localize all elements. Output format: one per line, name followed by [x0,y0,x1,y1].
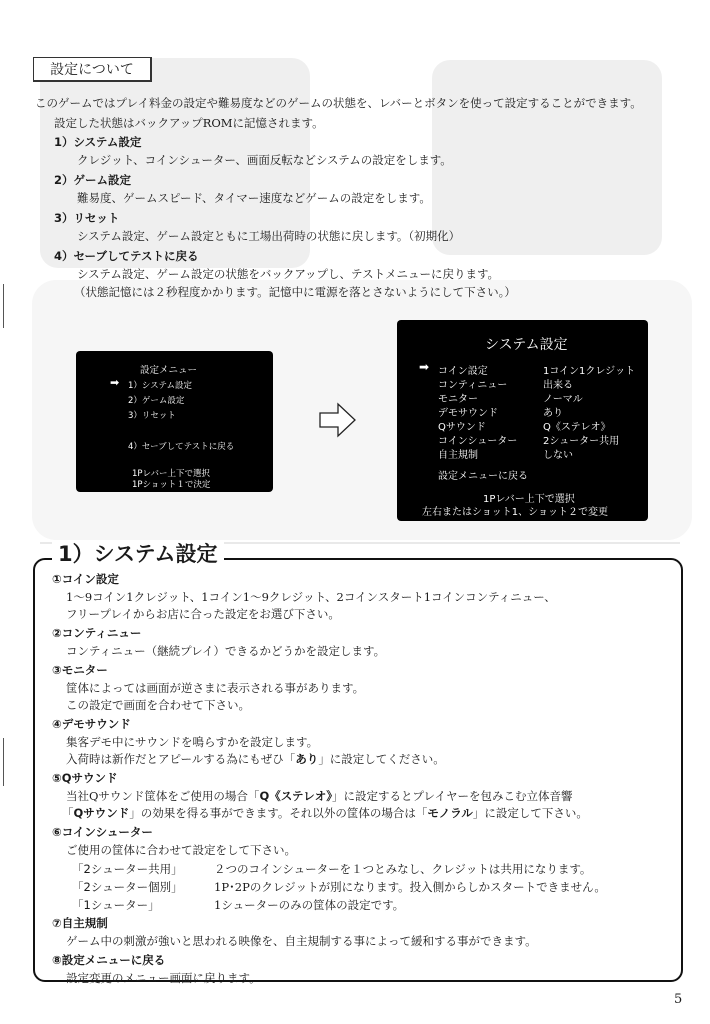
settings-menu-screen [76,351,273,492]
bleed-through-shape [432,60,662,255]
setting-text: 「Qサウンド」の効果を得る事ができます。それ以外の筐体の場合は「モノラル」に設定して下さい。 [62,806,588,820]
option-desc: 1P･2Pのクレジットが別になります。投入側からしかスタートできません。 [214,880,606,894]
screen-menu-item: 1）システム設定 [128,381,193,391]
setting-label: Qサウンド [438,422,486,433]
setting-text: 集客デモ中にサウンドを鳴らすかを設定します。 [66,735,319,749]
system-settings-screen [397,320,648,521]
menu-item-desc: クレジット、コインシューター、画面反転などシステムの設定をします。 [77,153,452,167]
setting-text: 当社Qサウンド筐体をご使用の場合「Q《ステレオ》」に設定するとプレイヤーを包みこむ立体音響 [66,789,573,803]
screen-menu-item: 4）セーブしてテストに戻る [128,442,235,452]
setting-heading: ①コイン設定 [52,572,119,586]
setting-label: コイン設定 [438,366,488,377]
section-title: 1）システム設定 [52,541,224,567]
intro-line: このゲームではプレイ料金の設定や難易度などのゲームの状態を、レバーとボタンを使って設定することができます。 [35,96,642,110]
screen-title: 設定メニュー [140,365,198,376]
option-name: 「2シューター共用」 [72,862,183,876]
setting-value: あり [543,408,563,419]
setting-text: 入荷時は新作だとアピールする為にもぜひ「あり」に設定してください。 [66,752,445,766]
menu-item-desc: （状態記憶には２秒程度かかります。記憶中に電源を落とさないようにして下さい。） [74,285,516,299]
menu-item-heading: 1）システム設定 [54,135,142,149]
setting-heading: ⑦自主規制 [52,916,108,930]
setting-value: 2シューター共用 [543,436,620,447]
page-title: 設定について [33,57,152,82]
screen-title: システム設定 [485,337,568,353]
setting-heading: ⑧設定メニューに戻る [52,953,166,967]
setting-text: ご使用の筐体に合わせて設定をして下さい。 [66,843,296,857]
setting-label: コインシューター [438,436,518,447]
option-name: 「2シューター個別」 [72,880,183,894]
screen-help: 1Pレバー上下で選択 [483,494,575,505]
back-to-menu-label: 設定メニューに戻る [438,471,528,482]
setting-label: デモサウンド [438,408,498,419]
setting-text: 1～9コイン1クレジット、1コイン1～9クレジット、2コインスタート1コインコンティニュー、 [66,590,556,604]
setting-heading: ②コンティニュー [52,626,142,640]
setting-value: しない [543,450,573,461]
option-desc: ２つのコインシューターを１つとみなし、クレジットは共用になります。 [214,862,592,876]
screen-help: 1Pレバー上下で選択 [132,469,210,479]
option-desc: 1シューターのみの筐体の設定です。 [214,898,405,912]
setting-text: フリープレイからお店に合った設定をお選び下さい。 [66,607,340,621]
setting-value: Q《ステレオ》 [543,422,611,433]
setting-text: この設定で画面を合わせて下さい。 [66,698,250,712]
screen-menu-item: 2）ゲーム設定 [128,396,185,406]
setting-heading: ③モニター [52,663,108,677]
right-arrow-icon [318,401,358,439]
page-number: 5 [674,992,683,1007]
screen-menu-item: 3）リセット [128,411,176,421]
cursor-arrow-icon: ➡ [419,360,430,374]
menu-item-desc: 難易度、ゲームスピード、タイマー速度などゲームの設定をします。 [77,191,431,205]
setting-heading: ⑥コインシューター [52,825,153,839]
option-name: 「1シューター」 [72,898,160,912]
setting-label: 自主規制 [438,450,478,461]
setting-text: コンティニュー（継続プレイ）できるかどうかを設定します。 [66,644,386,658]
setting-value: 1コイン1クレジット [543,366,636,377]
screen-help: 1Pショット１で決定 [132,480,211,490]
setting-value: 出来る [543,380,573,391]
menu-item-desc: システム設定、ゲーム設定の状態をバックアップし、テストメニューに戻ります。 [77,267,500,281]
setting-text: 筐体によっては画面が逆さまに表示される事があります。 [66,681,365,695]
setting-value: ノーマル [543,394,583,405]
menu-item-heading: 3）リセット [54,211,120,225]
cursor-arrow-icon: ➡ [110,376,120,389]
binding-mark [3,284,4,328]
setting-text: ゲーム中の刺激が強いと思われる映像を、自主規制する事によって緩和する事ができます。 [66,934,537,948]
intro-line: 設定した状態はバックアップROMに記憶されます。 [54,116,324,130]
menu-item-desc: システム設定、ゲーム設定ともに工場出荷時の状態に戻します。（初期化） [77,229,461,243]
setting-text: 設定変更のメニュー画面に戻ります。 [66,971,261,985]
setting-label: コンティニュー [438,380,508,391]
screen-help: 左右またはショット1、ショット２で変更 [422,507,608,518]
menu-item-heading: 2）ゲーム設定 [54,173,132,187]
setting-heading: ⑤Qサウンド [52,771,118,785]
menu-item-heading: 4）セーブしてテストに戻る [54,249,199,263]
setting-heading: ④デモサウンド [52,717,131,731]
binding-mark [3,738,4,786]
setting-label: モニター [438,394,478,405]
